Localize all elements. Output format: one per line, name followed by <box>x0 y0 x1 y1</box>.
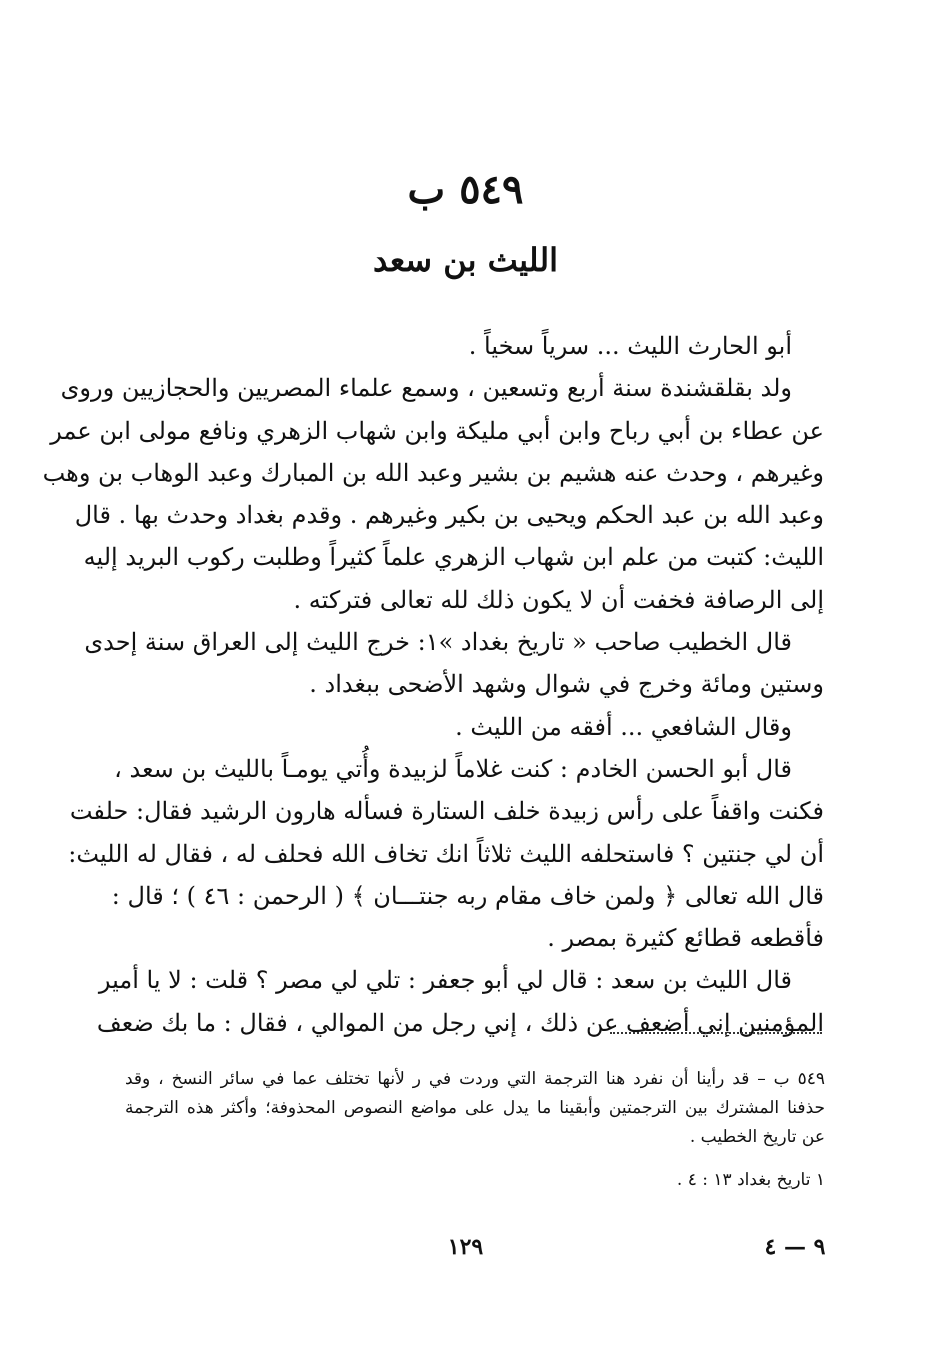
paragraph <box>68 748 824 959</box>
text-line: المؤمنين إني أضعف عن ذلك ، إني رجل من الموالي ، فقال : ما بك ضعف <box>96 1008 824 1037</box>
footnote-divider <box>610 1032 822 1034</box>
text-line: قال الليث بن سعد : قال لي أبو جعفر : تلي لي مصر ؟ قلت : لا يا أمير <box>98 966 792 995</box>
text-line: وقال الشافعي ... أفقه من الليث . <box>455 712 792 741</box>
text-line: وستين ومائة وخرج في شوال وشهد الأضحى ببغداد . <box>309 670 824 699</box>
entry-title: الليث بن سعد <box>373 241 558 279</box>
footnote-line: ٥٤٩ ب – قد رأينا أن نفرد هنا الترجمة التي وردت في ر لأنها تختلف عما في سائر النسخ ، وقد <box>125 1069 825 1089</box>
page-number: ١٢٩ <box>447 1234 484 1260</box>
paragraph <box>122 325 824 367</box>
text-line: وعبد الله بن عبد الحكم ويحيى بن بكير وغيرهم . وقدم بغداد وحدث بها . قال <box>74 501 824 530</box>
paragraph <box>42 367 824 621</box>
paragraph <box>84 621 824 706</box>
text-line: ولد بقلقشندة سنة أربع وتسعين ، وسمع علماء المصريين والحجازيين وروى <box>60 374 792 403</box>
footnote-line: عن تاريخ الخطيب . <box>689 1127 825 1147</box>
footnote-1: ١ تاريخ بغداد ١٣ : ٤ . <box>676 1170 825 1190</box>
footnote-gap <box>125 1152 825 1166</box>
paragraph <box>122 706 824 748</box>
text-line: قال الخطيب صاحب « تاريخ بغداد »١: خرج الليث إلى العراق سنة إحدى <box>84 628 792 657</box>
text-line: فأقطعه قطائع كثيرة بمصر . <box>547 924 824 953</box>
entry-number: ٥٤٩ ب <box>407 166 524 213</box>
text-line: عن عطاء بن أبي رباح وابن أبي مليكة وابن شهاب الزهري ونافع مولى ابن عمر <box>50 416 824 445</box>
signature-mark: ٩ — ٤ <box>764 1234 826 1260</box>
text-line: وغيرهم ، وحدث عنه هشيم بن بشير وعبد الله بن المبارك وعبد الوهاب بن وهب <box>42 458 824 487</box>
text-line: قال أبو الحسن الخادم : كنت غلاماً لزبيدة وأُتي يومـاً بالليث بن سعد ، <box>114 754 792 783</box>
text-line: أن لي جنتين ؟ فاستحلفه الليث ثلاثاً انك تخاف الله فحلف له ، فقال له الليث: <box>68 839 824 868</box>
body-text <box>42 325 824 1044</box>
text-line: فكنت واقفاً على رأس زبيدة خلف الستارة فسأله هارون الرشيد فقال: حلفت <box>69 797 824 826</box>
text-line: الليث: كتبت من علم ابن شهاب الزهري علماً كثيراً وطلبت ركوب البريد إليه <box>83 543 824 572</box>
text-line: قال الله تعالى ﴿ ولمن خاف مقام ربه جنتـــان ﴾ ( الرحمن : ٤٦ ) ؛ قال : <box>111 881 824 910</box>
text-line: إلى الرصافة فخفت أن لا يكون ذلك لله تعالى فتركته . <box>293 585 824 614</box>
footnotes <box>125 1065 825 1195</box>
footnote-line: حذفنا المشترك بين الترجمتين وأبقينا ما يدل على مواضع النصوص المحذوفة؛ وأكثر هذه الترجمة <box>125 1098 825 1118</box>
text-line: أبو الحارث الليث ... سرياً سخياً . <box>468 332 792 360</box>
